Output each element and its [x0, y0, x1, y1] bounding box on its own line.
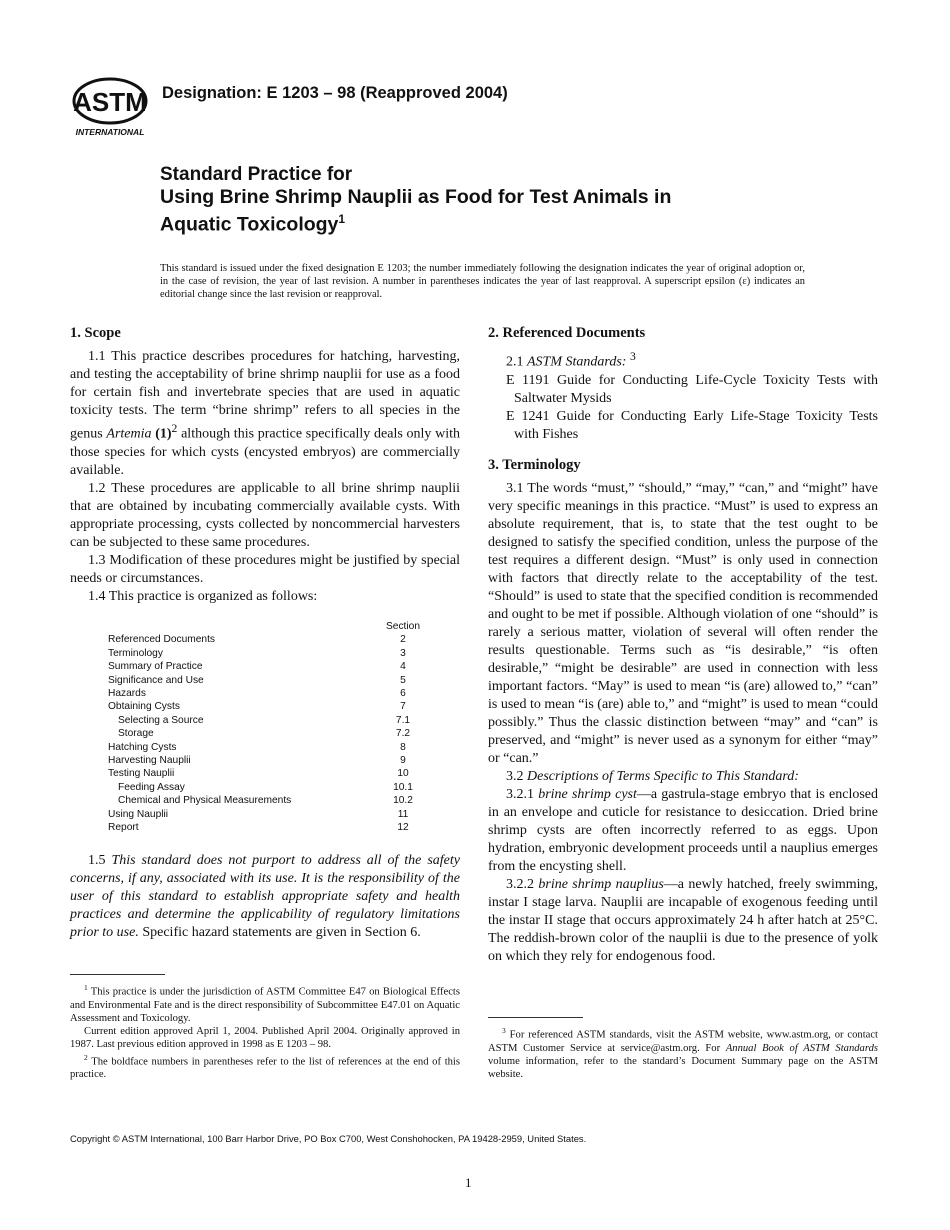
left-footnotes [70, 981, 460, 1081]
scope-p1-ref-sup: 2 [171, 422, 178, 435]
title-line-1: Standard Practice for [160, 164, 353, 185]
logo-subtitle: INTERNATIONAL [75, 127, 145, 137]
toc-row [108, 660, 428, 673]
designation: Designation: E 1203 – 98 (Reapproved 2004) [162, 84, 508, 102]
scope-p1-ref: (1) [155, 426, 172, 442]
astm-logo [70, 76, 150, 138]
page-number: 1 [465, 1175, 472, 1190]
footnote-1 [70, 981, 460, 1025]
scope-p1 [70, 348, 460, 480]
footnote-1b: Current edition approved April 1, 2004. Published April 2004. Originally approved in 1987. Last previous edition approved in 1998 as E 1203 – 98. [70, 1025, 460, 1050]
toc-section-number: 3 [400, 647, 406, 659]
footnote-1-text: This practice is under the jurisdiction of ASTM Committee E47 on Biological Effects and Environmental Fate and is the direct responsibility of Subcommittee E47.01 on Aquatic Assessment and Toxicology. [70, 986, 460, 1024]
toc-label: Terminology [108, 647, 163, 659]
toc-label: Significance and Use [108, 674, 204, 686]
toc-row [108, 674, 428, 687]
toc-label: Hazards [108, 688, 146, 700]
toc-label: Selecting a Source [118, 714, 204, 726]
terminology-p4-num: 3.2.2 [506, 876, 539, 892]
scope-p1-b: although this practice specifically deals only with those species for which cysts (encysted embryos) are commercially available. [70, 426, 460, 478]
footnote-2-text: The boldface numbers in parentheses refer to the list of references at the end of this practice. [70, 1056, 460, 1081]
toc-section-number: 6 [400, 688, 406, 700]
toc-row [108, 754, 428, 767]
toc-section-number: 7.2 [395, 728, 411, 740]
toc-row [108, 808, 428, 821]
terminology-p2 [488, 768, 878, 786]
footnote-2-mark: 2 [84, 1052, 88, 1062]
terminology-p3-num: 3.2.1 [506, 786, 539, 802]
toc-label: Chemical and Physical Measurements [118, 795, 292, 807]
terminology-p3-term: brine shrimp cyst [538, 786, 637, 802]
logo-letters: ASTM [73, 87, 147, 117]
issued-note: This standard is issued under the fixed designation E 1203; the number immediately following the designation indicates the year of original adoption or, in the case of revision, the year of last revision. A number in parentheses indicates the year of last reapproval. A superscript epsilon (ε) indicates an editorial change since the last revision or reapproval. [160, 262, 805, 300]
toc-section-number: 8 [400, 741, 406, 753]
toc-label: Using Nauplii [108, 808, 169, 820]
toc-label: Storage [118, 728, 154, 740]
terminology-p4-rest: —a newly hatched, freely swimming, instar I stage larva. Nauplii are incapable of exogenous feeding until the instar II stage that occurs approximately 24 h after hatch at 25°C. The reddish-brown color of the nauplii is due to the presence of yolk on which they rely for endogenous food. [488, 876, 878, 964]
toc-row [108, 767, 428, 780]
toc-label: Testing Nauplii [108, 768, 175, 780]
copyright: Copyright © ASTM International, 100 Barr Harbor Drive, PO Box C700, West Conshohocken, PA 19428-2959, United States. [70, 1133, 587, 1144]
right-column [488, 324, 878, 966]
toc-label: Feeding Assay [118, 781, 185, 793]
toc-section-number: 10 [397, 768, 409, 780]
title-footnote-mark: 1 [338, 212, 346, 226]
toc-row [108, 700, 428, 713]
footnote-3 [488, 1024, 878, 1081]
toc-label: Summary of Practice [108, 661, 203, 673]
terminology-p1: 3.1 The words “must,” “should,” “may,” “can,” and “might” have very specific meanings in this practice. “Must” is used to express an absolute requirement, that is, to state that the test ought to be designed to satisfy the specified condition, unless the purpose of the test requires a different design. “Must” is only used in connection with factors that directly relate to the acceptability of the test. “Should” is used to state that the specified condition is recommended and ought to be met if possible. Although violation of one “should” is rarely a serious matter, violation of several will often render the results questionable. Terms such as “is desirable,” “is often desirable,” “might be desirable” are used in connection with less important factors. “May” is used to mean “is (are) allowed to,” “can” is used to mean “is (are) able to,” and “might” is used to mean “could possibly.” Thus the classic distinction between “may” and “can” is preserved, and “might” is never used as a synonym for either “may” or “can.” [488, 480, 879, 766]
terminology-p3-rest: —a gastrula-stage embryo that is enclosed in an envelope and cuticle for resistance to desiccation. Dried brine shrimp cysts are often incorrectly referred to as eggs. Upon hydration, embryonic development proceeds until a nauplius emerges from the encysting shell. [488, 786, 878, 874]
scope-p1-genus: Artemia [106, 426, 152, 442]
title-line-2: Using Brine Shrimp Nauplii as Food for Test Animals in [160, 186, 672, 208]
toc-row [108, 647, 428, 660]
scope-p5-num: 1.5 [88, 853, 112, 868]
toc-section-number: 9 [400, 755, 406, 767]
document-title [160, 164, 860, 236]
terminology-heading: 3. Terminology [488, 456, 581, 473]
scope-p1-a: 1.1 This practice describes procedures for hatching, harvesting, and testing the acceptability of brine shrimp nauplii for use as a food for certain fish and invertebrate species that are used in aquatic toxicity tests. The term “brine shrimp” refers to all species in the genus [70, 349, 460, 442]
footnote-3-a: For referenced ASTM standards, visit the ASTM website, www.astm.org, or contact ASTM Customer Service at service@astm.org. For [488, 1029, 878, 1054]
left-column [70, 324, 460, 606]
terminology-p4 [488, 876, 878, 966]
toc-header-row [108, 620, 428, 633]
scope-p4: 1.4 This practice is organized as follows: [88, 588, 318, 604]
terminology-p3 [488, 786, 878, 876]
astm-logo-icon [70, 76, 150, 138]
toc-header: Section [386, 621, 420, 632]
scope-p2: 1.2 These procedures are applicable to all brine shrimp nauplii that are obtained by incubating commercially available cysts. With appropriate processing, cysts collected by noncommercial harvesters can be subjected to these same procedures. [70, 480, 460, 550]
toc-label: Obtaining Cysts [108, 701, 180, 713]
scope-p5 [70, 852, 460, 942]
section-table [108, 620, 428, 835]
left-footnote-rule [70, 974, 165, 975]
toc-row [108, 714, 428, 727]
toc-section-number: 10.1 [393, 781, 413, 793]
footnote-3-mark: 3 [502, 1026, 506, 1035]
toc-label: Report [108, 822, 139, 834]
toc-section-number: 11 [397, 808, 409, 820]
scope-heading: 1. Scope [70, 325, 121, 341]
footnote-3-b: volume information, refer to the standard’s Document Summary page on the ASTM website. [488, 1055, 878, 1080]
toc-label: Harvesting Nauplii [108, 755, 191, 767]
toc-label: Referenced Documents [108, 634, 216, 646]
refdocs-heading: 2. Referenced Documents [488, 325, 646, 341]
toc-section-number: 5 [400, 674, 406, 686]
toc-row [108, 687, 428, 700]
toc-row [108, 633, 428, 646]
toc-row [108, 781, 428, 794]
terminology-p2-italic: Descriptions of Terms Specific to This Standard: [527, 768, 799, 784]
refdoc-e1191: E 1191 Guide for Conducting Life-Cycle Toxicity Tests with Saltwater Mysids [506, 372, 878, 406]
toc-section-number: 7.1 [395, 714, 411, 726]
refdocs-p1 [488, 348, 878, 372]
toc-section-number: 12 [397, 822, 409, 834]
toc-row [108, 741, 428, 754]
refdocs-p1-sup: 3 [629, 350, 636, 363]
toc-label: Hatching Cysts [108, 741, 177, 753]
scope-p5-italic: This standard does not purport to address all of the safety concerns, if any, associated with its use. It is the responsibility of the user of this standard to establish appropriate safety and health practices and determine the applicability of regulatory limitations prior to use. [70, 853, 460, 940]
toc-row [108, 821, 428, 834]
right-footnote-rule [488, 1017, 583, 1018]
footnote-1-mark: 1 [84, 983, 88, 992]
refdoc-e1241: E 1241 Guide for Conducting Early Life-Stage Toxicity Tests with Fishes [506, 408, 878, 442]
footnote-3-italic: Annual Book of ASTM Standards [725, 1042, 878, 1054]
toc-section-number: 4 [400, 661, 406, 673]
refdocs-p1-num: 2.1 [506, 354, 527, 370]
terminology-p2-num: 3.2 [506, 768, 527, 784]
toc-section-number: 7 [400, 701, 406, 713]
toc-section-number: 10.2 [393, 795, 413, 807]
terminology-p4-term: brine shrimp nauplius [538, 876, 664, 892]
scope-p5-rest: Specific hazard statements are given in Section 6. [138, 925, 421, 940]
refdocs-p1-italic: ASTM Standards: [527, 354, 627, 370]
toc-row [108, 727, 428, 740]
footnote-2 [70, 1051, 460, 1082]
title-line-3 [160, 208, 860, 236]
title-line-3-text: Aquatic Toxicology [160, 213, 339, 236]
scope-p3: 1.3 Modification of these procedures might be justified by special needs or circumstances. [70, 552, 460, 586]
toc-section-number: 2 [400, 634, 406, 646]
toc-row [108, 794, 428, 807]
toc-rows [108, 633, 428, 834]
